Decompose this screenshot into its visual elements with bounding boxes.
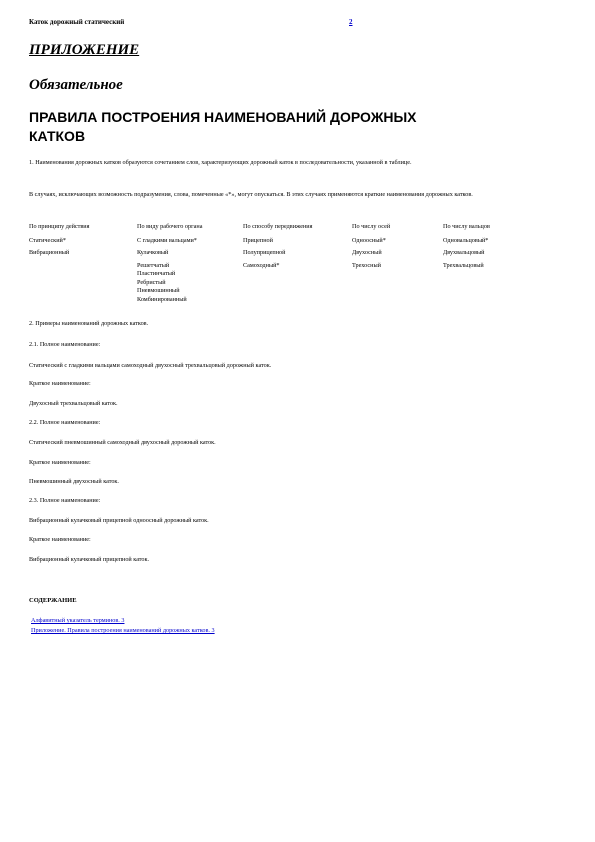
table-cell: Кулачковый [137,249,169,256]
paragraph-2: В случаях, исключающих возможность подразумения, слова, помеченные «*», могут опускаться. В этих случаях применяются краткие наименования дорожных катков. [29,191,473,198]
example-2-full: Статический пневмошинный самоходный двухосный дорожный каток. [29,439,216,446]
paragraph-3: 2. Примеры наименований дорожных катков. [29,320,149,327]
table-header-cell: По способу передвижения [243,223,313,230]
table-row [29,262,564,309]
example-3-full-label: 2.3. Полное наименование: [29,497,101,504]
table-cell [137,262,243,309]
table-cell: Вибрационный [29,249,70,256]
toc-heading: СОДЕРЖАНИЕ [29,597,77,604]
table-cell-line: Пневмошинный [137,287,180,294]
table-header-cell: По принципу действия [29,223,90,230]
example-3-full: Вибрационный кулачковый прицепной одноосный дорожный каток. [29,517,209,524]
header-page-link[interactable]: 2 [349,18,353,26]
table-header-row [29,223,564,237]
table-cell-line: Пластинчатый [137,270,176,277]
example-2-short-label: Краткое наименование: [29,459,91,466]
page-title-line-1: ПРАВИЛА ПОСТРОЕНИЯ НАИМЕНОВАНИЙ ДОРОЖНЫХ [29,109,417,125]
obligatory-heading: Обязательное [29,77,123,93]
table-cell: Полуприцепной [243,249,286,256]
example-1-short: Двухосный трехвальцовый каток. [29,400,118,407]
table-cell: Прицепной [243,236,273,244]
table-cell: Трехосный [352,261,381,269]
example-2-short: Пневмошинный двухосный каток. [29,478,119,485]
example-2-full-label: 2.2. Полное наименование: [29,419,101,426]
table-cell: Одновальцовый* [443,236,489,244]
classification-table [29,223,564,308]
example-3-short-label: Краткое наименование: [29,536,91,543]
table-row [29,249,564,262]
example-3-short: Вибрационный кулачковый прицепной каток. [29,556,150,563]
table-cell-line: Ребристый [137,278,166,286]
table-header-cell: По числу осей [352,223,391,230]
appendix-heading: ПРИЛОЖЕНИЕ [29,42,140,58]
table-cell [29,262,137,309]
table-cell: Одноосный* [352,236,386,244]
table-cell: С гладкими вальцами* [137,236,197,244]
example-1-full-label: 2.1. Полное наименование: [29,341,101,348]
table-cell: Трехвальцовый [443,261,484,269]
header-doc-title: Каток дорожный статический [29,18,125,26]
table-cell-line: Комбинированный [137,295,187,303]
table-header-cell: По числу вальцов [443,223,490,230]
example-1-short-label: Краткое наименование: [29,380,91,387]
table-header-cell: По виду рабочего органа [137,223,203,230]
table-cell: Самоходный* [243,261,280,269]
table-cell: Двухвальцовый [443,249,485,256]
page-title [29,108,549,146]
table-cell-line: Решетчатый [137,261,170,269]
example-1-full: Статический с гладкими вальцами самоходный двухосный трехвальцовый дорожный каток. [29,362,272,369]
paragraph-1: 1. Наименования дорожных катков образуются сочетанием слов, характеризующих дорожный каток в последовательности, указанной в таблице. [29,159,412,166]
page-title-line-2: КАТКОВ [29,128,86,144]
table-row [29,237,564,250]
table-cell: Двухосный [352,249,382,256]
toc-link-index[interactable]: Алфавитный указатель терминов. 3 [31,617,125,624]
running-header [29,18,569,30]
toc-link-appendix[interactable]: Приложение. Правила построения наименований дорожных катков. 3 [31,627,215,634]
table-cell: Статический* [29,236,66,244]
